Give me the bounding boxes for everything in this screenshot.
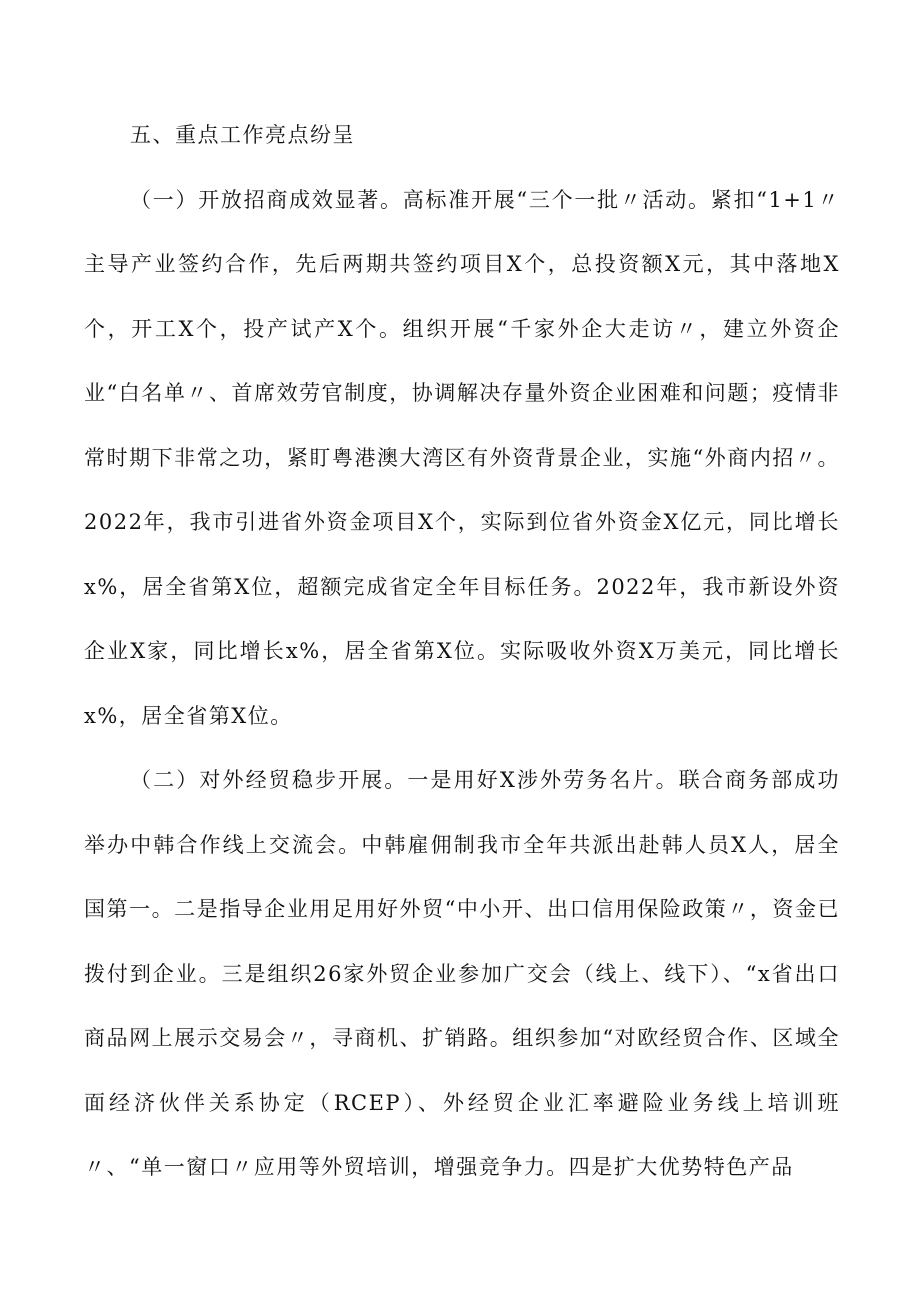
paragraph-foreign-trade: （二）对外经贸稳步开展。一是用好X涉外劳务名片。联合商务部成功举办中韩合作线上交流会。中韩雇佣制我市全年共派出赴韩人员X人，居全国第一。二是指导企业用足用好外贸“中小开、出口信用保险政策〃，资金已拨付到企业。三是组织26家外贸企业参加广交会（线上、线下）、“x省出口商品网上展示交易会〃，寻商机、扩销路。组织参加“对欧经贸合作、区域全面经济伙伴关系协定（RCEP）、外经贸企业汇率避险业务线上培训班〃、“单一窗口〃应用等外贸培训，增强竞争力。四是扩大优势特色产品: [84, 768, 840, 1179]
section-heading: 五、重点工作亮点纷呈: [130, 123, 355, 147]
document-body: [84, 103, 840, 1200]
paragraph-investment: （一）开放招商成效显著。高标准开展“三个一批〃活动。紧扣“1+1〃主导产业签约合作，先后两期共签约项目X个，总投资额X元，其中落地X个，开工X个，投产试产X个。组织开展“千家外企大走访〃，建立外资企业“白名单〃、首席效劳官制度，协调解决存量外资企业困难和问题；疫情非常时期下非常之功，紧盯粤港澳大湾区有外资背景企业，实施“外商内招〃。2022年，我市引进省外资金项目X个，实际到位省外资金X亿元，同比增长x%，居全省第X位，超额完成省定全年目标任务。2022年，我市新设外资企业X家，同比增长x%，居全省第X位。实际吸收外资X万美元，同比增长x%，居全省第X位。: [84, 187, 840, 728]
